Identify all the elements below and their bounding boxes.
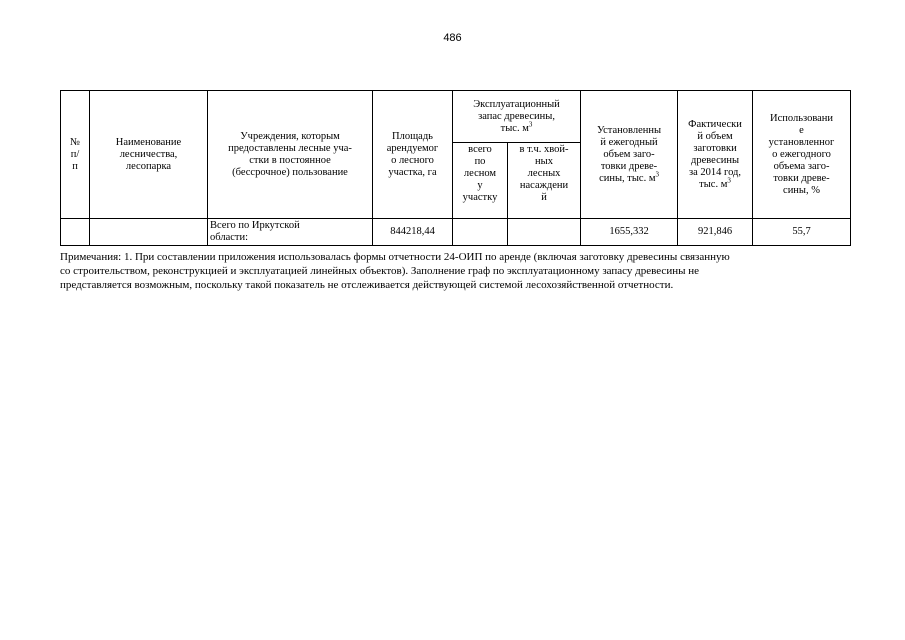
header-established (581, 91, 678, 219)
header-forestry: Наименование лесничества, лесопарка (90, 91, 208, 219)
header-actual-sup: 3 (727, 176, 731, 184)
header-actual (678, 91, 753, 219)
header-established-sup: 3 (655, 170, 659, 178)
total-area: 844218,44 (373, 219, 453, 246)
total-stock-conifer (508, 219, 581, 246)
total-row (61, 219, 851, 246)
forest-lease-table (60, 90, 851, 246)
header-established-text: Установленны й ежегодный объем заго- товки древе- сины, тыс. м (596, 124, 662, 184)
total-forestry (90, 219, 208, 246)
total-num (61, 219, 90, 246)
header-area: Площадь арендуемог о лесного участка, га (373, 91, 453, 219)
header-row-1 (61, 91, 851, 143)
total-label: Всего по Иркутской области: (208, 219, 373, 246)
header-stock-conifer: в т.ч. хвой- ных лесных насаждени й (508, 143, 581, 219)
header-usage: Использовани е установленног о ежегодного объема заго- товки древе- сины, % (753, 91, 851, 219)
total-usage: 55,7 (753, 219, 851, 246)
header-institutions: Учреждения, которым предоставлены лесные уча- стки в постоянное (бессрочное) пользование (208, 91, 373, 219)
table-note: Примечания: 1. При составлении приложения использовалась формы отчетности 24-ОИП по аренде (включая заготовку древесины связанную со строительством, реконструкцией и эксплуатацией линейных объектов). Заполнение граф по эксплуатационному запасу древесины не представляется возможным, поскольку такой показатель не отслеживается действующей системой лесохозяйственной отчетности. (60, 251, 730, 291)
header-stock-group (453, 91, 581, 143)
header-stock-group-sup: 3 (528, 120, 533, 128)
header-actual-text: Фактически й объем заготовки древесины за 2014 год, тыс. м (688, 118, 742, 190)
header-stock-total: всего по лесном у участку (453, 143, 508, 219)
header-stock-group-text: Эксплуатационный запас древесины, тыс. м (473, 98, 560, 134)
page-number: 486 (443, 32, 462, 44)
header-num: № п/ п (61, 91, 90, 219)
total-established: 1655,332 (581, 219, 678, 246)
total-actual: 921,846 (678, 219, 753, 246)
total-stock-total (453, 219, 508, 246)
